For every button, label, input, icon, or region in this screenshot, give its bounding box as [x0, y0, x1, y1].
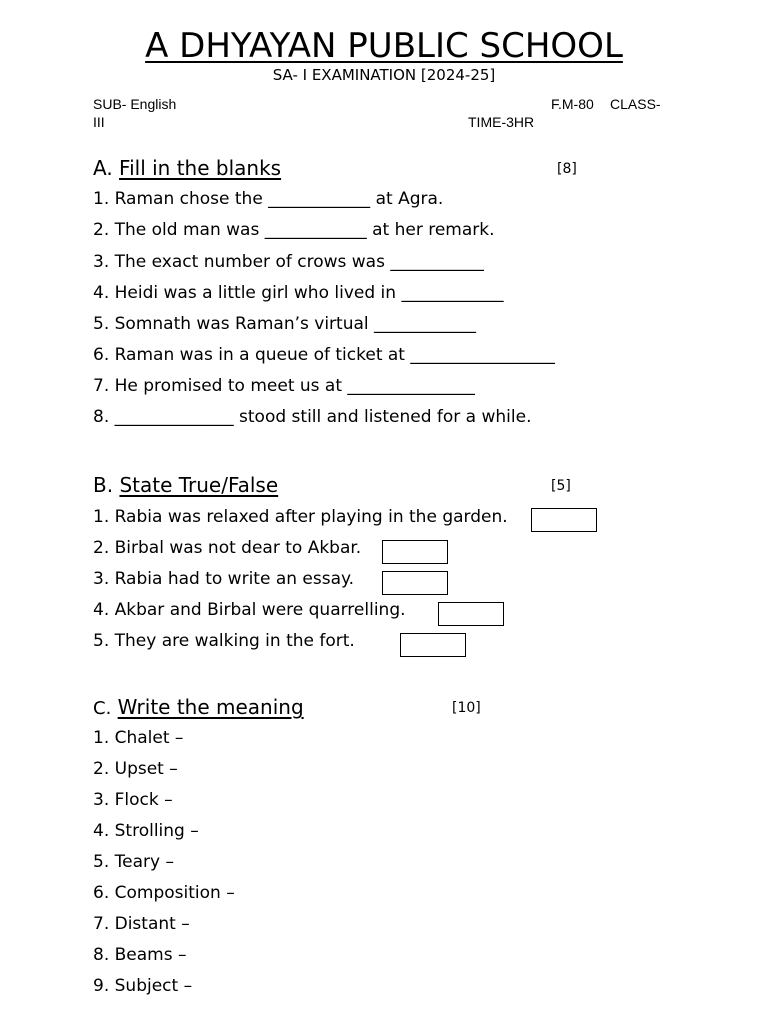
answer-box[interactable]: [382, 540, 448, 564]
meaning-item: 8. Beams –: [93, 945, 187, 965]
true-false-item: 3. Rabia had to write an essay.: [93, 569, 355, 589]
section-a-title: Fill in the blanks: [119, 156, 282, 180]
answer-box[interactable]: [438, 602, 504, 626]
meaning-item: 1. Chalet –: [93, 728, 184, 748]
fill-blank-item: 1. Raman chose the ____________ at Agra.: [93, 189, 444, 209]
meaning-item: 4. Strolling –: [93, 821, 199, 841]
section-b-marks: [5]: [551, 478, 571, 494]
section-a-heading: [93, 156, 281, 180]
time-label: TIME-3HR: [468, 114, 535, 130]
answer-box[interactable]: [382, 571, 448, 595]
section-a-prefix: A.: [93, 156, 113, 180]
section-b-heading: [93, 473, 278, 497]
section-a-marks: [8]: [557, 161, 577, 177]
fill-blank-item: 4. Heidi was a little girl who lived in ____________: [93, 283, 504, 303]
fill-blank-item: 3. The exact number of crows was ___________: [93, 252, 484, 272]
meaning-item: 3. Flock –: [93, 790, 173, 810]
exam-title: SA- I EXAMINATION [2024-25]: [272, 66, 496, 84]
fill-blank-item: 2. The old man was ____________ at her remark.: [93, 220, 495, 240]
school-name: A DHYAYAN PUBLIC SCHOOL: [145, 26, 623, 66]
answer-box[interactable]: [531, 508, 597, 532]
meaning-item: 9. Subject –: [93, 976, 193, 996]
section-c-title: Write the meaning: [117, 695, 304, 719]
section-b-title: State True/False: [119, 473, 279, 497]
section-b-prefix: B.: [93, 473, 114, 497]
fill-blank-item: 8. ______________ stood still and listened for a while.: [93, 407, 532, 427]
meaning-item: 5. Teary –: [93, 852, 174, 872]
true-false-item: 5. They are walking in the fort.: [93, 631, 355, 651]
fill-blank-item: 6. Raman was in a queue of ticket at _________________: [93, 345, 555, 365]
section-c-prefix: C.: [93, 698, 112, 719]
section-c-marks: [10]: [452, 700, 481, 716]
true-false-item: 4. Akbar and Birbal were quarrelling.: [93, 600, 406, 620]
meaning-item: 7. Distant –: [93, 914, 190, 934]
true-false-item: 1. Rabia was relaxed after playing in the garden.: [93, 507, 508, 527]
fill-blank-item: 7. He promised to meet us at _______________: [93, 376, 475, 396]
class-value: III: [93, 114, 105, 130]
meaning-item: 6. Composition –: [93, 883, 235, 903]
fill-blank-item: 5. Somnath was Raman’s virtual ____________: [93, 314, 477, 334]
answer-box[interactable]: [400, 633, 466, 657]
subject-label: SUB- English: [93, 96, 177, 112]
meaning-item: 2. Upset –: [93, 759, 178, 779]
true-false-item: 2. Birbal was not dear to Akbar.: [93, 538, 362, 558]
full-marks-label: F.M-80: [551, 96, 594, 112]
class-label: CLASS-: [610, 96, 661, 112]
section-c-heading: [93, 695, 304, 719]
